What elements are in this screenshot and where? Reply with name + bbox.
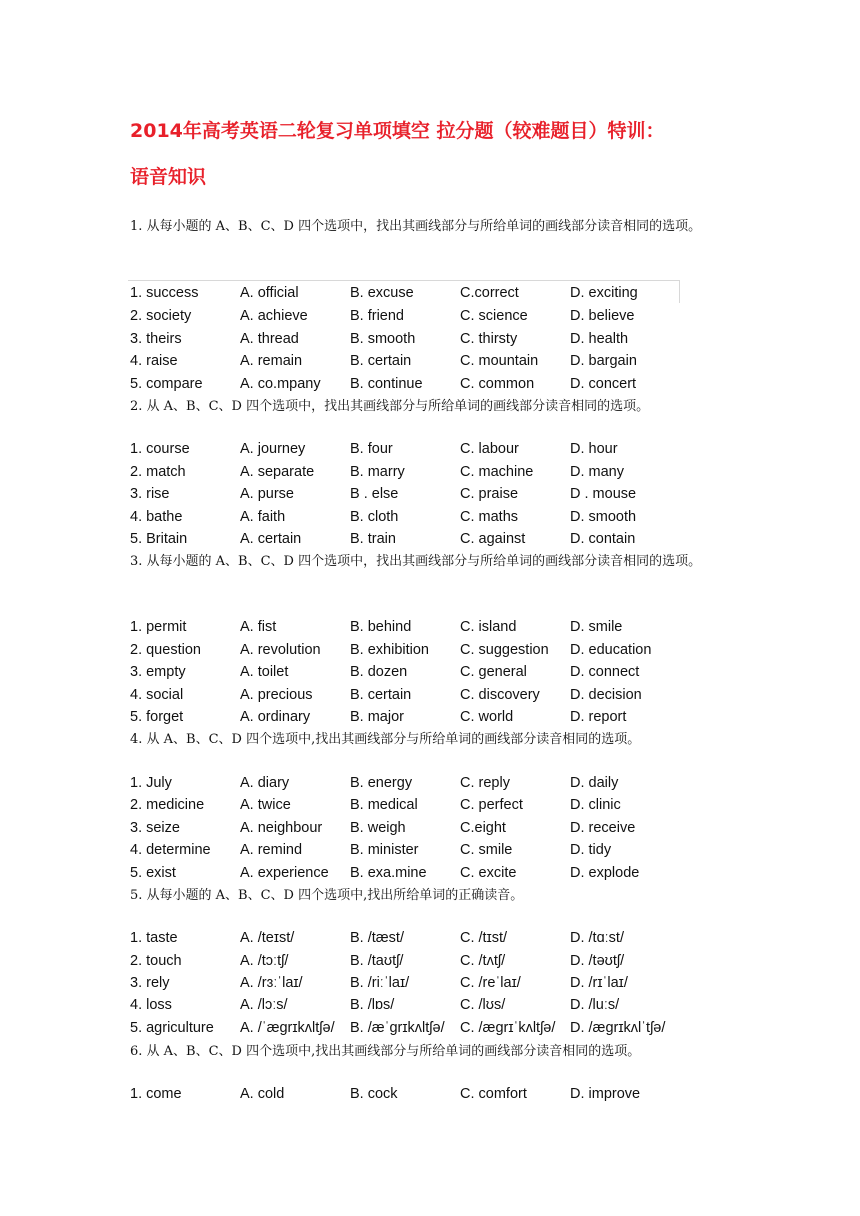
question-word: 2. society bbox=[130, 308, 192, 324]
option-c: C. labour bbox=[460, 441, 519, 457]
option-b: B . else bbox=[350, 486, 399, 502]
option-c: C. perfect bbox=[460, 797, 523, 813]
section-5-instruction: 5. 从每小题的 A、B、C、D 四个选项中,找出所给单词的正确读音。 bbox=[130, 888, 524, 903]
option-c: C. island bbox=[460, 619, 517, 635]
option-b: B. excuse bbox=[350, 285, 414, 301]
option-b: B. cock bbox=[350, 1086, 398, 1102]
option-d: D. /ægrɪkʌlˈtʃə/ bbox=[570, 1020, 666, 1036]
option-a: A. thread bbox=[240, 331, 299, 347]
section-1-instruction: 1. 从每小题的 A、B、C、D 四个选项中，找出其画线部分与所给单词的画线部分读音相同的选项。 bbox=[130, 219, 702, 234]
option-a: A. journey bbox=[240, 441, 306, 457]
option-b: B. four bbox=[350, 441, 393, 457]
question-word: 1. taste bbox=[130, 930, 178, 946]
option-d: D. explode bbox=[570, 865, 640, 881]
option-d: D. /təʊtʃ/ bbox=[570, 953, 625, 969]
question-word: 2. touch bbox=[130, 953, 182, 969]
option-c: C.eight bbox=[460, 820, 506, 836]
question-word: 1. permit bbox=[130, 619, 187, 635]
option-a: A. revolution bbox=[240, 642, 321, 658]
option-b: B. continue bbox=[350, 376, 423, 392]
section-4-instruction: 4. 从 A、B、C、D 四个选项中,找出其画线部分与所给单词的画线部分读音相同的选项。 bbox=[130, 732, 641, 747]
option-a: A. faith bbox=[240, 509, 286, 525]
option-b: B. certain bbox=[350, 353, 412, 369]
option-a: A. co.mpany bbox=[240, 376, 321, 392]
question-word: 3. empty bbox=[130, 664, 186, 680]
option-c: C. against bbox=[460, 531, 526, 547]
section-6-instruction: 6. 从 A、B、C、D 四个选项中,找出其画线部分与所给单词的画线部分读音相同的选项。 bbox=[130, 1044, 641, 1059]
option-c: C. /tɪst/ bbox=[460, 930, 508, 946]
option-a: A. ordinary bbox=[240, 709, 311, 725]
option-c: C. /tʌtʃ/ bbox=[460, 953, 506, 969]
option-d: D. /rɪˈlaɪ/ bbox=[570, 975, 628, 991]
option-c: C. reply bbox=[460, 775, 510, 791]
option-b: B. /taʊtʃ/ bbox=[350, 953, 404, 969]
option-a: A. toilet bbox=[240, 664, 289, 680]
option-a: A. /tɔːtʃ/ bbox=[240, 953, 289, 969]
option-d: D. contain bbox=[570, 531, 636, 547]
question-word: 4. raise bbox=[130, 353, 178, 369]
question-word: 4. bathe bbox=[130, 509, 183, 525]
option-a: A. /rɜːˈlaɪ/ bbox=[240, 975, 303, 991]
question-word: 5. compare bbox=[130, 376, 203, 392]
option-a: A. /teɪst/ bbox=[240, 930, 295, 946]
option-d: D. decision bbox=[570, 687, 642, 703]
option-d: D. report bbox=[570, 709, 627, 725]
option-b: B. marry bbox=[350, 464, 405, 480]
section-3-instruction: 3. 从每小题的 A、B、C、D 四个选项中，找出其画线部分与所给单词的画线部分读音相同的选项。 bbox=[130, 554, 702, 569]
option-a: A. remain bbox=[240, 353, 303, 369]
question-word: 1. July bbox=[130, 775, 172, 791]
option-c: C. world bbox=[460, 709, 514, 725]
question-word: 5. forget bbox=[130, 709, 184, 725]
option-b: B. minister bbox=[350, 842, 419, 858]
option-d: D. education bbox=[570, 642, 652, 658]
option-d: D. clinic bbox=[570, 797, 621, 813]
option-c: C. excite bbox=[460, 865, 517, 881]
option-d: D. smooth bbox=[570, 509, 637, 525]
option-d: D. concert bbox=[570, 376, 637, 392]
option-c: C. praise bbox=[460, 486, 519, 502]
option-a: A. /lɔːs/ bbox=[240, 997, 288, 1013]
option-d: D. smile bbox=[570, 619, 623, 635]
option-c: C.correct bbox=[460, 285, 519, 301]
option-a: A. twice bbox=[240, 797, 291, 813]
option-c: C. maths bbox=[460, 509, 519, 525]
question-word: 4. determine bbox=[130, 842, 211, 858]
option-b: B. exhibition bbox=[350, 642, 429, 658]
option-a: A. experience bbox=[240, 865, 329, 881]
option-d: D. believe bbox=[570, 308, 635, 324]
option-a: A. diary bbox=[240, 775, 290, 791]
option-b: B. friend bbox=[350, 308, 404, 324]
question-word: 5. Britain bbox=[130, 531, 188, 547]
section-2-instruction: 2. 从 A、B、C、D 四个选项中，找出其画线部分与所给单词的画线部分读音相同的选项。 bbox=[130, 399, 650, 414]
option-c: C. machine bbox=[460, 464, 534, 480]
option-b: B. train bbox=[350, 531, 396, 547]
option-a: A. neighbour bbox=[240, 820, 323, 836]
option-c: C. /reˈlaɪ/ bbox=[460, 975, 521, 991]
option-c: C. smile bbox=[460, 842, 513, 858]
question-word: 5. agriculture bbox=[130, 1020, 214, 1036]
option-c: C. mountain bbox=[460, 353, 539, 369]
option-c: C. suggestion bbox=[460, 642, 549, 658]
question-word: 3. rise bbox=[130, 486, 170, 502]
option-b: B. cloth bbox=[350, 509, 399, 525]
question-word: 2. question bbox=[130, 642, 201, 658]
question-word: 1. course bbox=[130, 441, 190, 457]
option-a: A. /ˈægrɪkʌltʃə/ bbox=[240, 1020, 335, 1036]
option-c: C. /ægrɪˈkʌltʃə/ bbox=[460, 1020, 556, 1036]
option-c: C. discovery bbox=[460, 687, 540, 703]
question-word: 2. medicine bbox=[130, 797, 205, 813]
option-a: A. purse bbox=[240, 486, 294, 502]
option-d: D. /luːs/ bbox=[570, 997, 620, 1013]
option-a: A. official bbox=[240, 285, 299, 301]
option-a: A. fist bbox=[240, 619, 277, 635]
option-b: B. certain bbox=[350, 687, 412, 703]
option-d: D . mouse bbox=[570, 486, 637, 502]
option-a: A. remind bbox=[240, 842, 303, 858]
option-c: C. common bbox=[460, 376, 535, 392]
option-d: D. /tɑːst/ bbox=[570, 930, 624, 946]
option-c: C. /lʊs/ bbox=[460, 997, 506, 1013]
question-word: 3. theirs bbox=[130, 331, 182, 347]
option-d: D. exciting bbox=[570, 285, 638, 301]
document-title-line-2: 语音知识 bbox=[130, 166, 207, 188]
option-b: B. smooth bbox=[350, 331, 416, 347]
option-b: B. /riːˈlaɪ/ bbox=[350, 975, 410, 991]
option-b: B. medical bbox=[350, 797, 418, 813]
option-d: D. many bbox=[570, 464, 624, 480]
option-d: D. health bbox=[570, 331, 629, 347]
question-word: 5. exist bbox=[130, 865, 176, 881]
option-b: B. weigh bbox=[350, 820, 406, 836]
option-c: C. comfort bbox=[460, 1086, 527, 1102]
option-d: D. daily bbox=[570, 775, 619, 791]
document-title-line-1: 2014年高考英语二轮复习单项填空 拉分题（较难题目）特训： bbox=[130, 120, 665, 142]
option-b: B. /lɒs/ bbox=[350, 997, 395, 1013]
question-word: 3. rely bbox=[130, 975, 170, 991]
option-a: A. precious bbox=[240, 687, 313, 703]
question-word: 4. loss bbox=[130, 997, 172, 1013]
option-d: D. hour bbox=[570, 441, 618, 457]
option-c: C. general bbox=[460, 664, 527, 680]
option-d: D. improve bbox=[570, 1086, 641, 1102]
question-word: 2. match bbox=[130, 464, 186, 480]
question-word: 1. success bbox=[130, 285, 199, 301]
option-a: A. achieve bbox=[240, 308, 308, 324]
option-b: B. energy bbox=[350, 775, 413, 791]
option-c: C. thirsty bbox=[460, 331, 518, 347]
option-d: D. receive bbox=[570, 820, 636, 836]
question-word: 1. come bbox=[130, 1086, 182, 1102]
option-a: A. certain bbox=[240, 531, 302, 547]
option-b: B. exa.mine bbox=[350, 865, 427, 881]
option-b: B. /tæst/ bbox=[350, 930, 404, 946]
option-d: D. bargain bbox=[570, 353, 637, 369]
option-b: B. major bbox=[350, 709, 404, 725]
option-d: D. tidy bbox=[570, 842, 612, 858]
option-b: B. /æˈgrɪkʌltʃə/ bbox=[350, 1020, 445, 1036]
question-word: 4. social bbox=[130, 687, 184, 703]
option-c: C. science bbox=[460, 308, 528, 324]
option-d: D. connect bbox=[570, 664, 640, 680]
option-b: B. dozen bbox=[350, 664, 408, 680]
question-word: 3. seize bbox=[130, 820, 180, 836]
option-a: A. cold bbox=[240, 1086, 285, 1102]
option-a: A. separate bbox=[240, 464, 315, 480]
option-b: B. behind bbox=[350, 619, 412, 635]
